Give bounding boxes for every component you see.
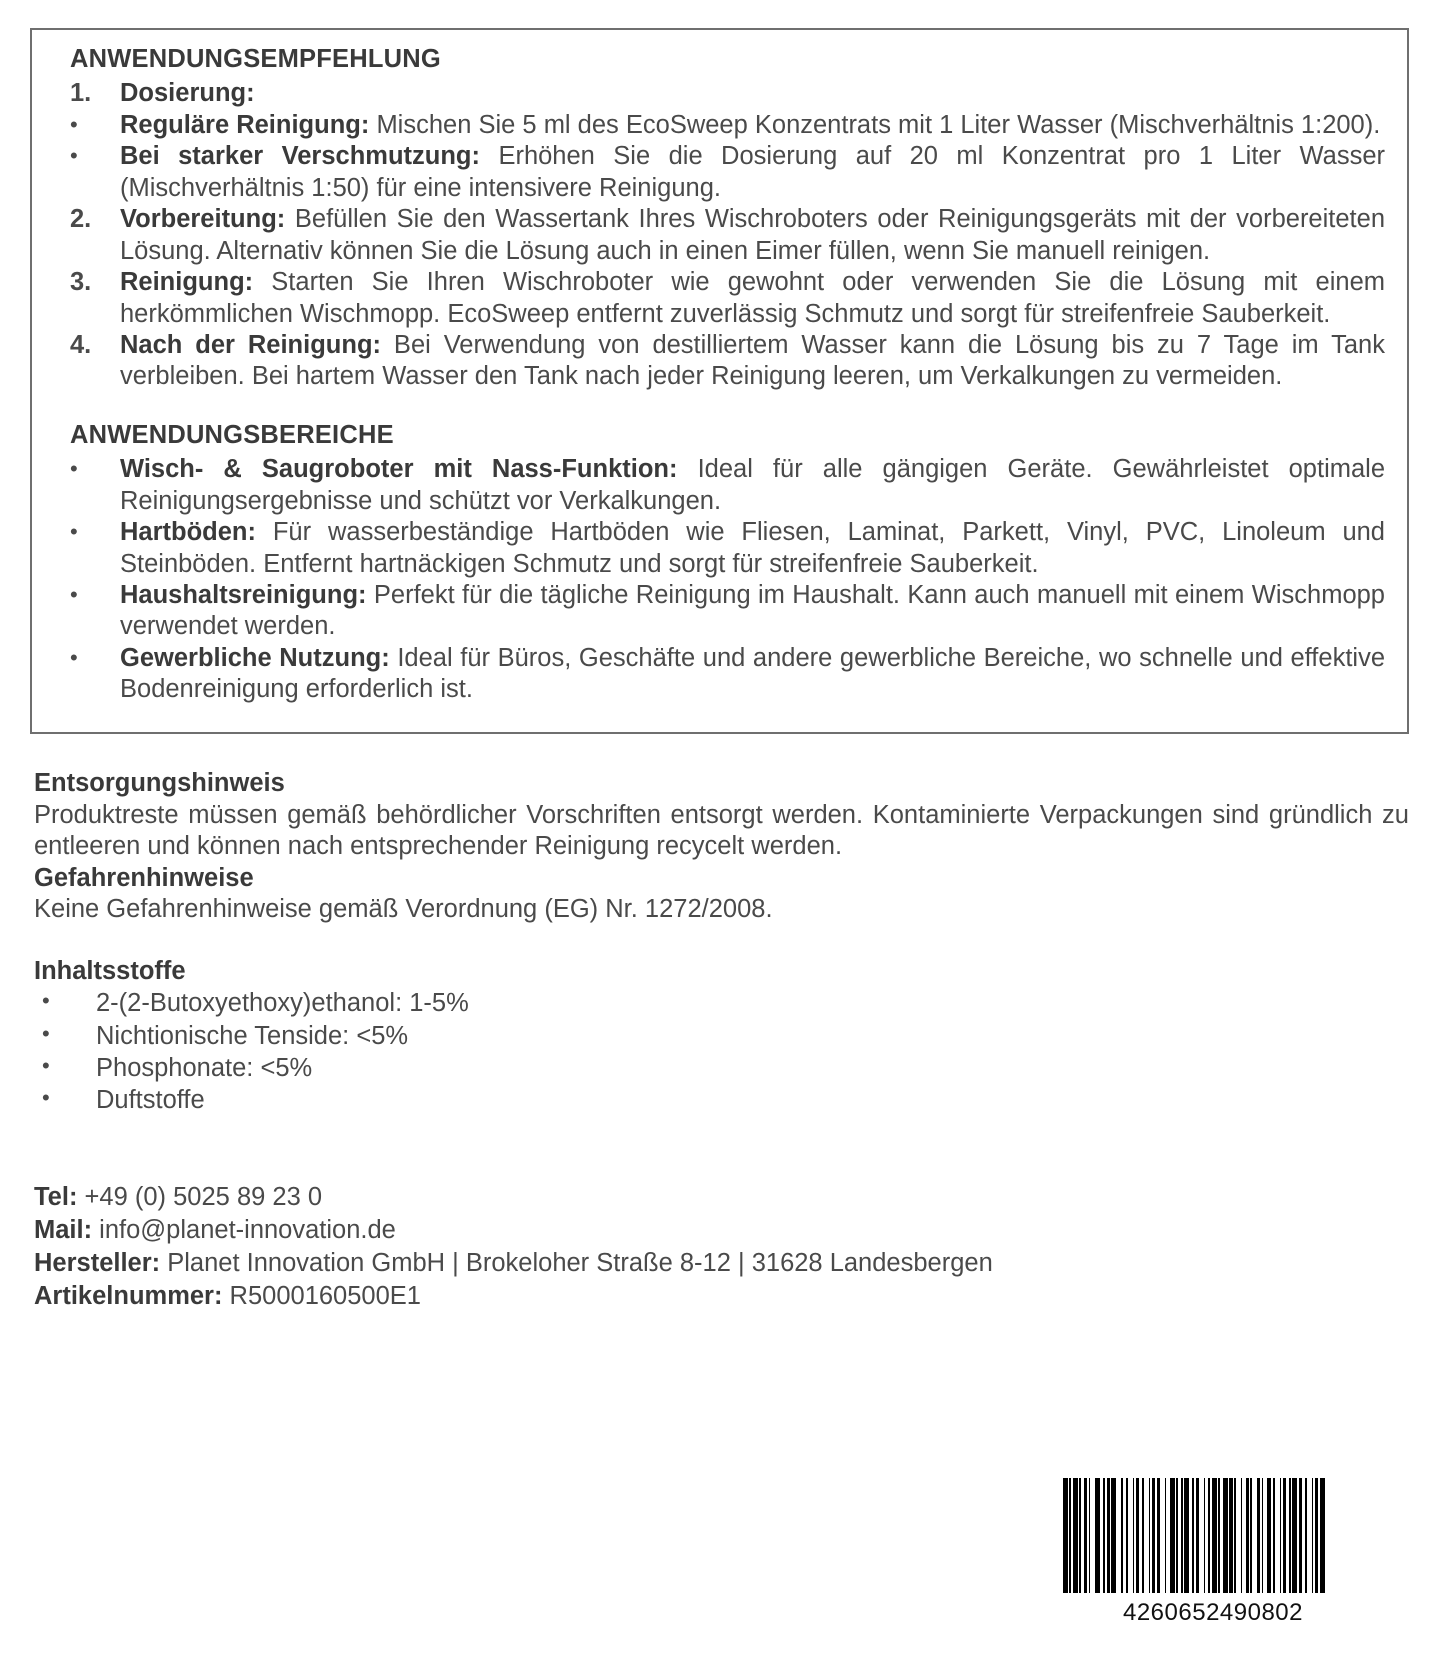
list-text (120, 580, 1387, 643)
areas-heading: ANWENDUNGSBEREICHE (70, 420, 394, 449)
list-desc: Mischen Sie 5 ml des EcoSweep Konzentrats mit 1 Liter Wasser (Mischverhältnis 1:200). (369, 110, 1381, 139)
lower-content (34, 768, 1409, 1313)
list-marker: • (42, 1020, 50, 1046)
list-desc: Bei Verwendung von destilliertem Wasser kann die Lösung bis zu 7 Tage im Tank verbleiben. Bei hartem Wasser den Tank nach jeder Reinigung leeren, um Verkalkungen zu vermeiden. (120, 330, 1385, 391)
usage-areas-list (52, 454, 1387, 706)
barcode-bars (1063, 1478, 1363, 1593)
contact-manufacturer-value: Planet Innovation GmbH | Brokeloher Straße 8-12 | 31628 Landesbergen (160, 1249, 993, 1277)
list-item (52, 78, 1387, 109)
ingredient-text: 2-(2-Butoxyethoxy)ethanol: 1-5% (96, 989, 469, 1018)
contact-mail-label: Mail: (34, 1215, 93, 1244)
list-desc: Für wasserbeständige Hartböden wie Fliesen, Laminat, Parkett, Vinyl, PVC, Linoleum und Steinböden. Entfernt hartnäckigen Schmutz und sorgt für streifenfreie Sauberkeit. (120, 518, 1385, 578)
hazard-body: Keine Gefahrenhinweise gemäß Verordnung (EG) Nr. 1272/2008. (34, 895, 773, 924)
list-text (120, 330, 1387, 393)
usage-heading: ANWENDUNGSEMPFEHLUNG (70, 45, 441, 73)
list-item (34, 987, 1409, 1019)
contact-manufacturer-label: Hersteller: (34, 1249, 161, 1277)
ingredients-heading: Inhaltsstoffe (34, 956, 186, 985)
list-text (120, 643, 1387, 706)
list-desc: Ideal für Büros, Geschäfte und andere gewerbliche Bereiche, wo schnelle und effektive Bodenreinigung erforderlich ist. (120, 643, 1385, 704)
list-desc: Erhöhen Sie die Dosierung auf 20 ml Konzentrat pro 1 Liter Wasser (Mischverhältnis 1:50) für eine intensivere Reinigung. (120, 142, 1385, 202)
list-item (34, 1052, 1409, 1084)
hazard-heading: Gefahrenhinweise (34, 863, 254, 892)
ingredients-section (34, 956, 1409, 1117)
list-item (52, 517, 1387, 580)
disposal-body: Produktreste müssen gemäß behördlicher Vorschriften entsorgt werden. Kontaminierte Verpackungen sind gründlich zu entleeren und können nach entsprechender Reinigung recycelt werden. (34, 800, 1409, 861)
spacer (34, 926, 1409, 956)
contact-section (34, 1181, 1409, 1314)
list-marker: 4. (70, 330, 92, 359)
contact-tel-label: Tel: (34, 1182, 78, 1211)
list-text (120, 141, 1387, 204)
list-desc: Befüllen Sie den Wassertank Ihres Wischroboters oder Reinigungsgeräts mit der vorbereiteten Lösung. Alternativ können Sie die Lösung auch in einen Eimer füllen, wenn Sie manuell reinigen. (120, 205, 1385, 265)
disposal-section (34, 768, 1409, 863)
article-number-value: R5000160500E1 (222, 1282, 421, 1311)
list-term: Dosierung: (120, 79, 255, 108)
contact-mail-value: info@planet-innovation.de (92, 1215, 396, 1244)
contact-article-number (34, 1280, 1409, 1313)
list-desc: Ideal für alle gängigen Geräte. Gewährleistet optimale Reinigungsergebnisse und schützt vor Verkalkungen. (120, 455, 1386, 515)
list-item (52, 204, 1387, 267)
list-marker: • (70, 111, 78, 137)
list-desc: Perfekt für die tägliche Reinigung im Haushalt. Kann auch manuell mit einem Wischmopp verwendet werden. (120, 581, 1385, 641)
list-item (34, 1084, 1409, 1116)
contact-tel-value: +49 (0) 5025 89 23 0 (77, 1182, 323, 1211)
list-term: Bei starker Verschmutzung: (120, 142, 480, 171)
disposal-heading: Entsorgungshinweis (34, 768, 285, 797)
list-text (120, 110, 1387, 141)
contact-mail (34, 1214, 1409, 1247)
list-item (52, 141, 1387, 204)
contact-manufacturer (34, 1247, 1409, 1280)
list-item (34, 1020, 1409, 1052)
ingredient-text: Duftstoffe (96, 1086, 205, 1115)
list-marker: 1. (70, 79, 92, 108)
usage-recommendation-box (30, 28, 1409, 734)
barcode (1063, 1478, 1363, 1627)
list-marker: • (70, 582, 78, 607)
list-term: Reinigung: (120, 268, 254, 297)
list-term: Gewerbliche Nutzung: (120, 643, 390, 672)
hazard-section (34, 863, 1409, 926)
list-marker: • (70, 519, 78, 545)
list-item (52, 110, 1387, 141)
list-term: Haushaltsreinigung: (120, 581, 367, 609)
list-text (120, 78, 1387, 109)
ingredient-text: Nichtionische Tenside: <5% (96, 1021, 409, 1050)
list-item (52, 454, 1387, 517)
list-marker: • (70, 143, 78, 169)
list-term: Reguläre Reinigung: (120, 110, 370, 139)
list-marker: 3. (70, 268, 92, 297)
article-number-label: Artikelnummer: (34, 1282, 223, 1311)
list-item (52, 330, 1387, 393)
list-text (120, 267, 1387, 330)
list-term: Vorbereitung: (120, 205, 286, 234)
list-item (52, 643, 1387, 706)
list-text (120, 454, 1387, 517)
list-marker: • (70, 456, 78, 482)
list-marker: • (42, 1085, 50, 1111)
list-text (120, 517, 1387, 580)
ingredient-text: Phosphonate: <5% (96, 1053, 313, 1082)
contact-tel (34, 1181, 1409, 1214)
list-term: Hartböden: (120, 518, 256, 547)
list-marker: • (42, 1052, 50, 1078)
list-term: Wisch- & Saugroboter mit Nass-Funktion: (120, 455, 678, 484)
list-item (52, 267, 1387, 330)
list-desc: Starten Sie Ihren Wischroboter wie gewohnt oder verwenden Sie die Lösung mit einem herkömmlichen Wischmopp. EcoSweep entfernt zuverlässig Schmutz und sorgt für streifenfreie Sauberkeit. (120, 268, 1385, 328)
list-item (52, 580, 1387, 643)
barcode-bar (1325, 1478, 1328, 1593)
list-text (120, 204, 1387, 267)
list-term: Nach der Reinigung: (120, 330, 382, 359)
barcode-number: 4260652490802 (1122, 1599, 1304, 1626)
list-marker: • (70, 644, 78, 670)
list-marker: • (42, 988, 50, 1014)
list-marker: 2. (70, 205, 92, 234)
usage-steps-list (52, 78, 1387, 393)
